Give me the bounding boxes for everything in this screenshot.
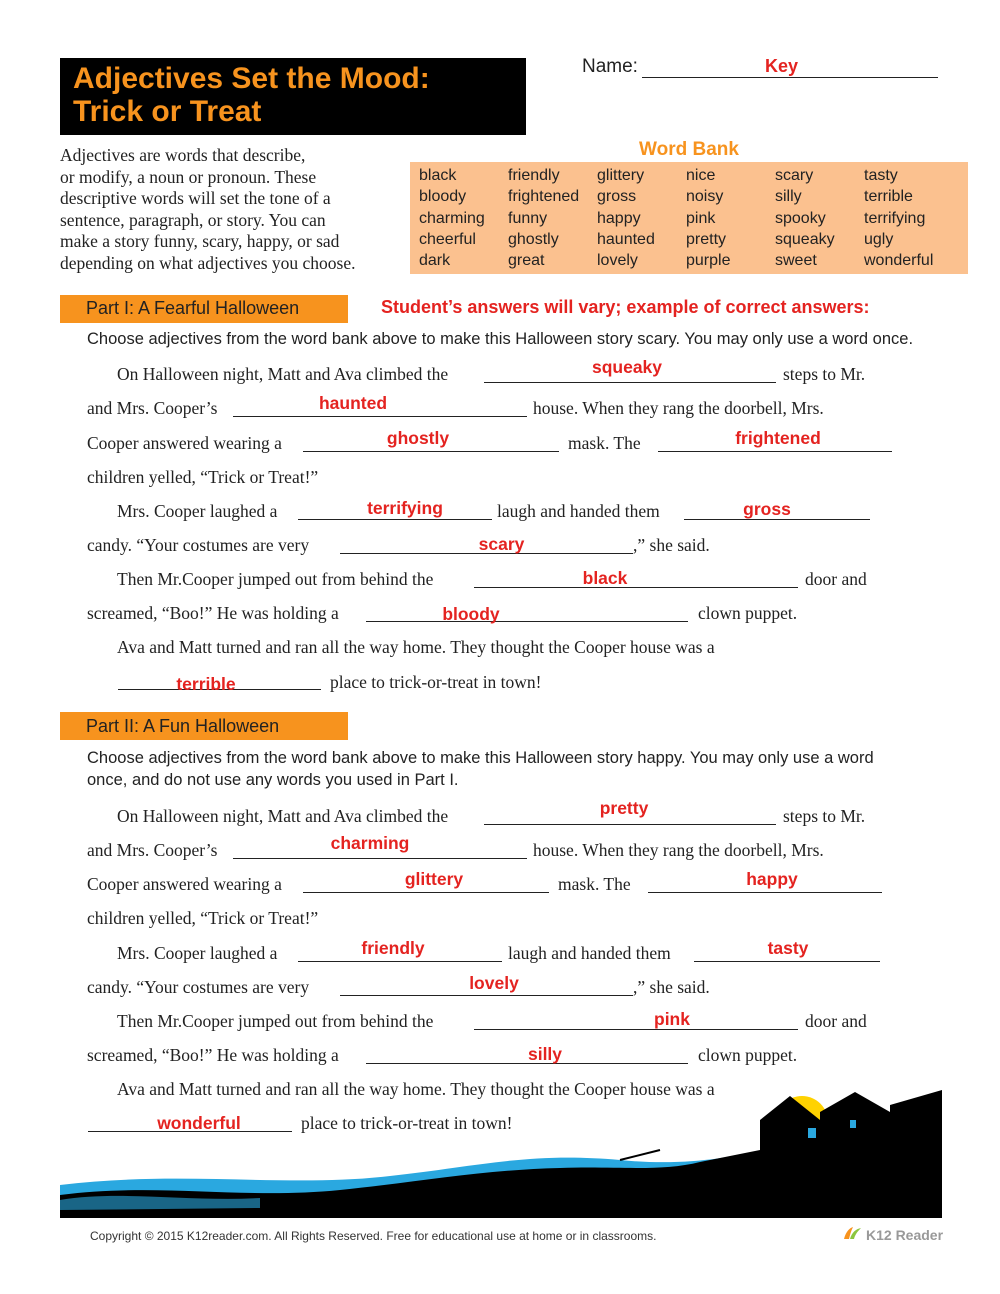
intro-line: depending on what adjectives you choose. — [60, 252, 356, 273]
name-label: Name: — [582, 56, 638, 77]
title-line-2: Trick or Treat — [73, 95, 262, 128]
answer-text: frightened — [735, 428, 821, 448]
answer-text: haunted — [318, 393, 388, 413]
answer-text: squeaky — [591, 357, 663, 377]
answer-blank[interactable] — [484, 824, 776, 825]
answer-blank[interactable] — [303, 892, 549, 893]
answer-text: scary — [478, 534, 525, 554]
word: nice — [686, 167, 716, 184]
story-text: ,” she said. — [633, 535, 710, 555]
story-text: clown puppet. — [698, 603, 798, 623]
word: funny — [508, 209, 548, 227]
word: frightened — [508, 188, 580, 206]
story-text: children yelled, “Trick or Treat!” — [87, 467, 319, 487]
story-text: Mrs. Cooper laughed a — [117, 943, 278, 963]
answer-blank[interactable] — [340, 995, 633, 996]
word-bank-column — [775, 165, 835, 271]
story-text: Ava and Matt turned and ran all the way home. They thought the Cooper house was a — [117, 637, 715, 657]
answer-blank[interactable] — [233, 416, 527, 417]
fence-icon — [620, 1150, 660, 1160]
name-value: Key — [765, 56, 799, 76]
answer-blank[interactable] — [658, 451, 892, 452]
word: glittery — [597, 167, 645, 184]
story-text: Cooper answered wearing a — [87, 874, 282, 894]
intro-line: Adjectives are words that describe, — [60, 145, 306, 165]
word: great — [508, 252, 545, 270]
answer-text: wonderful — [157, 1113, 241, 1133]
window-icon — [808, 1128, 816, 1138]
answer-note: Student’s answers will vary; example of correct answers: — [381, 297, 870, 317]
answer-text: black — [582, 568, 628, 588]
answer-blank[interactable] — [298, 519, 492, 520]
word-bank-column — [419, 165, 485, 271]
word: scary — [775, 167, 814, 184]
story-text: candy. “Your costumes are very — [87, 535, 310, 555]
page-title — [73, 62, 430, 128]
story-text: door and — [805, 569, 867, 589]
title-line-1: Adjectives Set the Mood: — [73, 62, 430, 95]
instruction-line: once, and do not use any words you used in Part I. — [87, 771, 459, 789]
story-text: mask. The — [558, 874, 631, 894]
answer-blank[interactable] — [303, 451, 559, 452]
story-text: Then Mr.Cooper jumped out from behind the — [117, 569, 434, 589]
story-text: On Halloween night, Matt and Ava climbed the — [117, 364, 449, 384]
intro-text — [60, 145, 400, 274]
story-text: laugh and handed them — [497, 501, 660, 521]
window-icon — [850, 1120, 856, 1128]
story-text: On Halloween night, Matt and Ava climbed the — [117, 806, 449, 826]
story-text: house. When they rang the doorbell, Mrs. — [533, 398, 824, 418]
story-text: steps to Mr. — [783, 806, 866, 826]
word: tasty — [864, 167, 898, 184]
answer-text: friendly — [361, 938, 425, 958]
answer-text: terrifying — [367, 498, 443, 518]
word-bank-column — [686, 165, 730, 271]
answer-text: terrible — [176, 674, 236, 694]
leaf-icon — [842, 1225, 864, 1241]
answer-text: pretty — [599, 798, 649, 818]
word: pretty — [686, 230, 727, 248]
story-text: children yelled, “Trick or Treat!” — [87, 908, 319, 928]
part1-instructions: Choose adjectives from the word bank above to make this Halloween story scary. You may only use a word once. — [87, 330, 914, 348]
word: sweet — [775, 252, 817, 270]
story-text: screamed, “Boo!” He was holding a — [87, 603, 339, 623]
word-bank-column — [597, 165, 655, 271]
word: happy — [597, 209, 641, 227]
word: ghostly — [508, 230, 559, 248]
story-text: Ava and Matt turned and ran all the way home. They thought the Cooper house was a — [117, 1079, 715, 1099]
word-bank-column — [508, 165, 579, 271]
story-text: laugh and handed them — [508, 943, 671, 963]
word: wonderful — [864, 252, 934, 270]
haunted-house-illustration — [60, 1090, 942, 1218]
answer-blank[interactable] — [298, 961, 502, 962]
word: friendly — [508, 167, 560, 184]
answer-text: gross — [743, 499, 791, 519]
answer-text: charming — [330, 833, 410, 853]
part1-label: Part I: A Fearful Halloween — [86, 298, 300, 318]
word: squeaky — [775, 230, 835, 248]
intro-line: or modify, a noun or pronoun. These — [60, 166, 317, 187]
answer-text: pink — [654, 1009, 690, 1029]
story-text: candy. “Your costumes are very — [87, 977, 310, 997]
k12-logo-text: K12 Reader — [866, 1227, 944, 1243]
story-text: ,” she said. — [633, 977, 710, 997]
intro-line: make a story funny, scary, happy, or sad — [60, 231, 340, 251]
answer-blank[interactable] — [233, 858, 527, 859]
story-text: clown puppet. — [698, 1045, 798, 1065]
word: terrifying — [864, 209, 926, 227]
word-bank-title: Word Bank — [639, 139, 739, 160]
story-text: mask. The — [568, 433, 641, 453]
answer-text: tasty — [767, 938, 809, 958]
part2-instructions — [87, 747, 874, 791]
word: silly — [775, 188, 802, 206]
word: black — [419, 167, 457, 184]
answer-blank[interactable] — [484, 382, 776, 383]
story-text: screamed, “Boo!” He was holding a — [87, 1045, 339, 1065]
word: lovely — [597, 252, 638, 270]
instruction-line: Choose adjectives from the word bank above to make this Halloween story happy. You may only use a word — [87, 749, 874, 767]
answer-blank[interactable] — [648, 892, 882, 893]
story-text: place to trick-or-treat in town! — [301, 1113, 513, 1133]
word-bank-column — [864, 165, 933, 271]
word: noisy — [686, 188, 724, 206]
word: pink — [686, 209, 716, 227]
answer-text: lovely — [469, 973, 519, 993]
word: haunted — [597, 230, 655, 248]
word: bloody — [419, 188, 467, 206]
word: terrible — [864, 188, 913, 206]
word: spooky — [775, 209, 826, 227]
story-text: place to trick-or-treat in town! — [330, 672, 542, 692]
story-text: and Mrs. Cooper’s — [87, 398, 218, 418]
answer-text: bloody — [442, 604, 500, 624]
story-text: door and — [805, 1011, 867, 1031]
intro-line: descriptive words will set the tone of a — [60, 188, 331, 208]
story-text: Then Mr.Cooper jumped out from behind the — [117, 1011, 434, 1031]
part2-label: Part II: A Fun Halloween — [86, 716, 280, 736]
word: cheerful — [419, 230, 476, 248]
story-text: steps to Mr. — [783, 364, 866, 384]
answer-text: happy — [746, 869, 798, 889]
story-text: Cooper answered wearing a — [87, 433, 282, 453]
story-text: and Mrs. Cooper’s — [87, 840, 218, 860]
copyright-text: Copyright © 2015 K12reader.com. All Rights Reserved. Free for educational use at home or in classrooms. — [90, 1229, 657, 1243]
word: gross — [597, 188, 637, 206]
word: charming — [419, 209, 485, 227]
answer-text: ghostly — [386, 428, 450, 448]
story-text: house. When they rang the doorbell, Mrs. — [533, 840, 824, 860]
answer-text: glittery — [404, 869, 464, 889]
story-text: Mrs. Cooper laughed a — [117, 501, 278, 521]
answer-text: silly — [527, 1044, 563, 1064]
intro-line: sentence, paragraph, or story. You can — [60, 209, 326, 230]
name-field[interactable] — [642, 77, 938, 78]
k12-logo-icon — [842, 1225, 864, 1241]
word: purple — [686, 252, 731, 270]
word: ugly — [864, 230, 894, 248]
word: dark — [419, 252, 451, 270]
answer-blank[interactable] — [694, 961, 880, 962]
